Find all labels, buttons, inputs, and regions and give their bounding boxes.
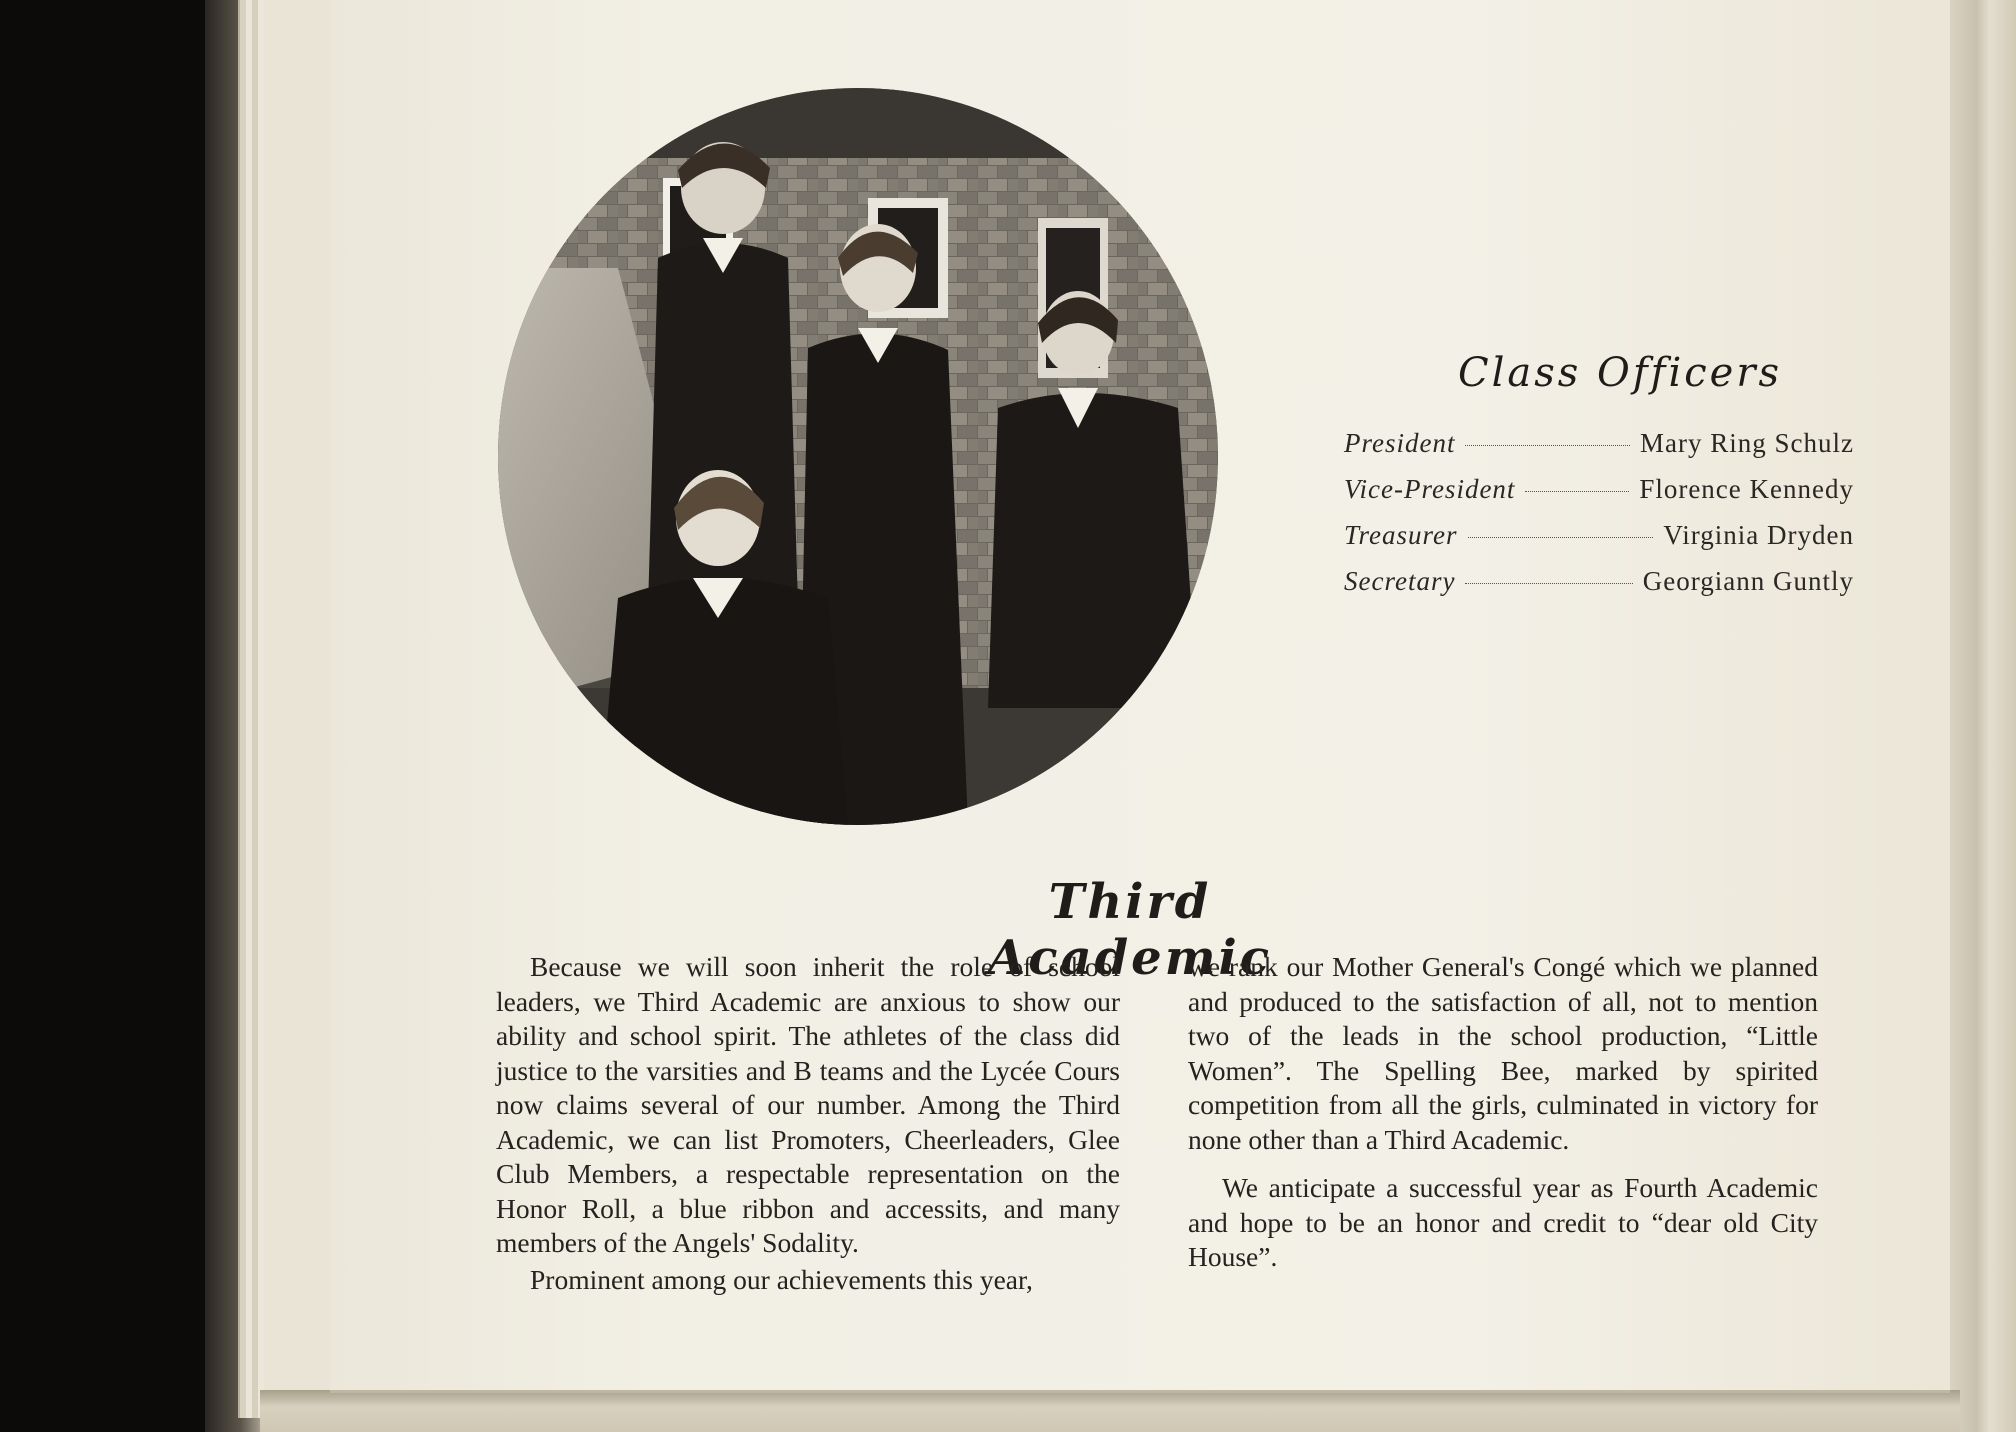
article-paragraph: We anticipate a successful year as Fourth Academic and hope to be an honor and credit to “dear old City House”.: [1188, 1172, 1818, 1272]
article-column-left: [496, 950, 1120, 1297]
article-paragraph: Prominent among our achievements this year,: [530, 1263, 1033, 1295]
dotted-leader: [1525, 491, 1629, 492]
dotted-leader: [1465, 583, 1632, 584]
bottom-page-edge: [260, 1390, 1960, 1432]
article-paragraph: Because we will soon inherit the role of school leaders, we Third Academic are anxious to show our ability and school spirit. The athletes of the class did justice to the varsities and B teams and the Lycée Cours now claims several of our number. Among the Third Academic, we can list Promoters, Cheerleaders, Glee Club Members, a respectable representation on the Honor Roll, a blue ribbon and accessits, and many members of the Angels' Sodality.: [496, 951, 1120, 1258]
officer-name: Mary Ring Schulz: [1640, 428, 1854, 458]
officer-row-vice-president: [1344, 474, 1854, 520]
officer-row-president: [1344, 428, 1854, 474]
class-officers-list: [1344, 428, 1854, 612]
officer-name: Georgiann Guntly: [1642, 566, 1854, 596]
officer-role: Vice-President: [1344, 474, 1516, 504]
dotted-leader: [1468, 537, 1654, 538]
officer-role: President: [1344, 428, 1456, 458]
class-officers-heading: Class Officers: [1458, 350, 1782, 396]
officer-role: Secretary: [1344, 566, 1456, 596]
officer-row-secretary: [1344, 566, 1854, 612]
officer-name: Virginia Dryden: [1663, 520, 1854, 550]
article-paragraph: we rank our Mother General's Congé which we planned and produced to the satisfaction of all, not to mention two of the leads in the school production, “Little Women”. The Spelling Bee, marked by spirited competition from all the girls, culminated in victory for none other than a Third Academic.: [1188, 951, 1818, 1155]
class-officers-photo: [498, 88, 1218, 825]
officer-row-treasurer: [1344, 520, 1854, 566]
officer-role: Treasurer: [1344, 520, 1458, 550]
article-column-right: [1188, 950, 1818, 1275]
right-page-edge: [1950, 0, 2016, 1432]
article-title: Third Academic: [988, 874, 1272, 986]
dotted-leader: [1465, 445, 1630, 446]
officer-name: Florence Kennedy: [1639, 474, 1854, 504]
